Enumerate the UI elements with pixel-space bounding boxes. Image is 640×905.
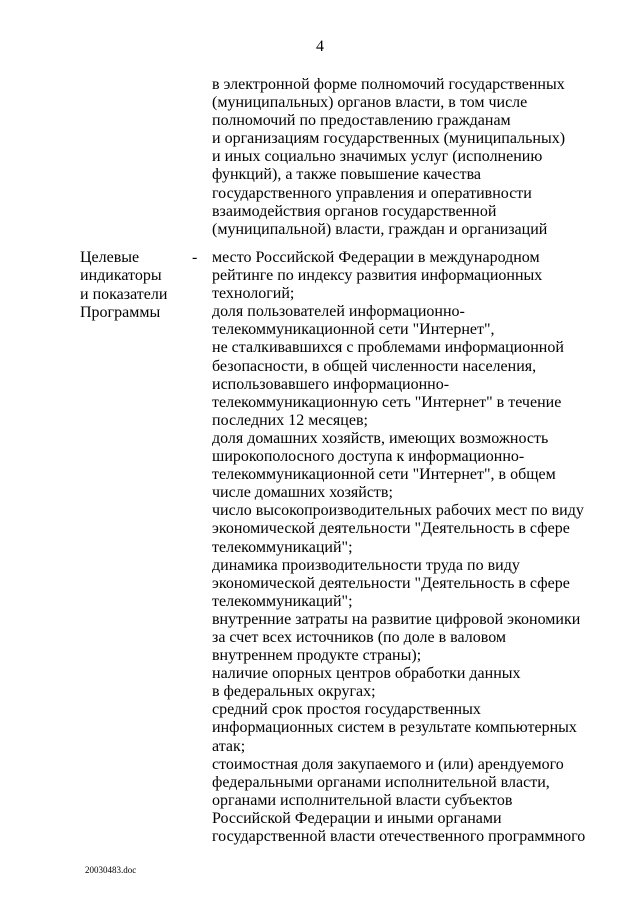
text-line: число высокопроизводительных рабочих мест по виду bbox=[212, 502, 584, 520]
text-line: полномочий по предоставлению гражданам bbox=[212, 112, 511, 130]
text-line: Российской Федерации и иными органами bbox=[212, 809, 502, 827]
text-line: наличие опорных центров обработки данных bbox=[212, 665, 521, 683]
text-line: государственного управления и оперативности bbox=[212, 184, 532, 202]
text-line: телекоммуникационной сети "Интернет", bbox=[212, 321, 495, 339]
text-line: доля пользователей информационно- bbox=[212, 303, 465, 321]
text-line: функций), а также повышение качества bbox=[212, 166, 482, 184]
document-filename: 20030483.doc bbox=[85, 865, 137, 875]
text-line: телекоммуникаций"; bbox=[212, 538, 353, 556]
text-line: динамика производительности труда по виду bbox=[212, 556, 520, 574]
text-line: за счет всех источников (по доле в валовом bbox=[212, 628, 507, 646]
text-line: числе домашних хозяйств; bbox=[212, 484, 393, 502]
text-line: взаимодействия органов государственной bbox=[212, 202, 497, 220]
intro-paragraph bbox=[212, 76, 592, 239]
text-line: экономической деятельности "Деятельность в сфере bbox=[212, 574, 570, 592]
text-line: (муниципальной) власти, граждан и организаций bbox=[212, 220, 548, 238]
text-line: (муниципальных) органов власти, в том числе bbox=[212, 94, 528, 112]
text-line: федеральными органами исполнительной власти, bbox=[212, 773, 550, 791]
text-line: не сталкивавшихся с проблемами информационной bbox=[212, 339, 564, 357]
text-line: место Российской Федерации в международном bbox=[212, 249, 540, 266]
text-line: технологий; bbox=[212, 285, 295, 303]
text-line: доля домашних хозяйств, имеющих возможность bbox=[212, 429, 549, 447]
label-line: индикаторы bbox=[80, 267, 162, 285]
text-line: телекоммуникационной сети "Интернет", в общем bbox=[212, 466, 556, 484]
text-line: в электронной форме полномочий государственных bbox=[212, 76, 565, 93]
text-line: государственной власти отечественного программного bbox=[212, 828, 586, 845]
text-line: внутренние затраты на развитие цифровой экономики bbox=[212, 610, 581, 628]
text-line: стоимостная доля закупаемого и (или) арендуемого bbox=[212, 755, 564, 773]
text-line: экономической деятельности "Деятельность в сфере bbox=[212, 520, 570, 538]
text-line: телекоммуникаций"; bbox=[212, 592, 353, 610]
page-number: 4 bbox=[316, 38, 324, 55]
text-line: телекоммуникационную сеть "Интернет" в течение bbox=[212, 393, 562, 411]
text-line: органами исполнительной власти субъектов bbox=[212, 791, 513, 809]
text-line: и иных социально значимых услуг (исполнению bbox=[212, 148, 543, 166]
label-line: Целевые bbox=[80, 249, 140, 266]
text-line: использовавшего информационно- bbox=[212, 375, 450, 393]
indicators-text bbox=[212, 249, 612, 846]
text-line: безопасности, в общей численности населения, bbox=[212, 357, 537, 375]
text-line: внутреннем продукте страны); bbox=[212, 647, 422, 665]
text-line: атак; bbox=[212, 737, 246, 755]
text-line: и организациям государственных (муниципальных) bbox=[212, 130, 566, 148]
text-line: средний срок простоя государственных bbox=[212, 701, 481, 719]
text-line: рейтинге по индексу развития информационных bbox=[212, 267, 543, 285]
label-line: Программы bbox=[80, 304, 161, 322]
section-label bbox=[80, 249, 190, 323]
label-line: и показатели bbox=[80, 285, 168, 303]
text-line: в федеральных округах; bbox=[212, 683, 376, 701]
text-line: последних 12 месяцев; bbox=[212, 411, 368, 429]
text-line: информационных систем в результате компьютерных bbox=[212, 719, 577, 737]
text-line: широкополосного доступа к информационно- bbox=[212, 448, 525, 466]
label-dash: - bbox=[192, 249, 198, 266]
